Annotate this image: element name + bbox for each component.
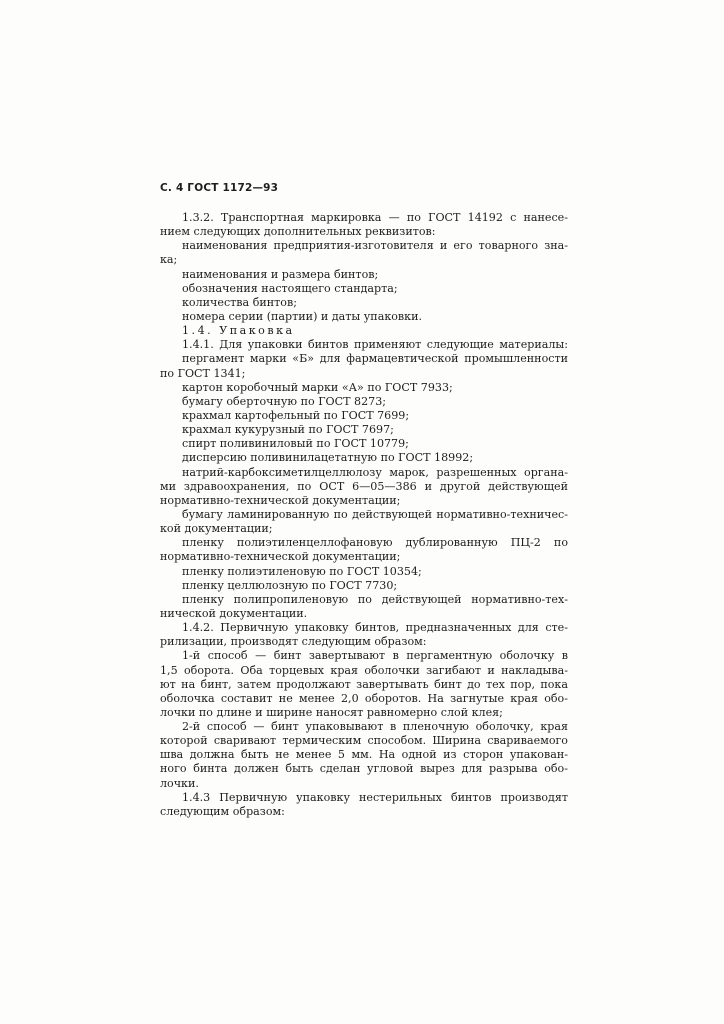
text-line: наименования предприятия-изготовителя и его товарного зна- <box>182 239 568 253</box>
text-line: 1.4.3 Первичную упаковку нестерильных бинтов производят <box>182 790 568 804</box>
text-line: лочки. <box>160 776 199 790</box>
text-line: следующим образом: <box>160 804 285 818</box>
text-line: ют на бинт, затем продолжают завертывать бинт до тех пор, пока <box>160 677 568 691</box>
text-line: 1.4.2. Первичную упаковку бинтов, предназначенных для сте- <box>182 621 568 635</box>
text-line: нормативно-технической документации; <box>160 493 401 507</box>
text-line: по ГОСТ 1341; <box>160 366 246 380</box>
text-line: 1.4.1. Для упаковки бинтов применяют следующие материалы: <box>182 338 568 352</box>
text-line: шва должна быть не менее 5 мм. На одной из сторон упакован- <box>160 748 568 762</box>
text-line: 1.4. Упаковка <box>182 324 295 338</box>
text-line: лочки по длине и ширине наносят равномерно слой клея; <box>160 705 503 719</box>
text-line: картон коробочный марки «А» по ГОСТ 7933; <box>182 380 453 394</box>
text-line: ми здравоохранения, по ОСТ 6—05—386 и другой действующей <box>160 479 568 493</box>
text-line: номера серии (партии) и даты упаковки. <box>182 309 423 323</box>
text-line: пленку полиэтиленцеллофановую дублированную ПЦ-2 по <box>182 536 568 550</box>
text-line: крахмал картофельный по ГОСТ 7699; <box>182 408 410 422</box>
text-line: 1.3.2. Транспортная маркировка — по ГОСТ 14192 с нанесе- <box>182 211 568 224</box>
text-line: обозначения настоящего стандарта; <box>182 281 398 295</box>
text-line: пленку полиэтиленовую по ГОСТ 10354; <box>182 564 422 578</box>
text-line: количества бинтов; <box>182 295 297 309</box>
text-line: бумагу оберточную по ГОСТ 8273; <box>182 394 387 408</box>
text-line: кой документации; <box>160 522 273 536</box>
text-line: 1,5 оборота. Оба торцевых края оболочки загибают и накладыва- <box>160 663 568 677</box>
text-line: 2-й способ — бинт упаковывают в пленочную оболочку, края <box>182 720 568 734</box>
text-line: пленку целлюлозную по ГОСТ 7730; <box>182 578 398 592</box>
text-line: оболочка составит не менее 2,0 оборотов. На загнутые края обо- <box>160 691 568 705</box>
page-header: С. 4 ГОСТ 1172—93 <box>160 182 279 194</box>
text-line: пленку полипропиленовую по действующей нормативно-тех- <box>182 592 568 606</box>
text-line: наименования и размера бинтов; <box>182 267 379 281</box>
text-line: нием следующих дополнительных реквизитов: <box>160 225 436 239</box>
text-line: дисперсию поливинилацетатную по ГОСТ 18992; <box>182 451 474 465</box>
text-line: пергамент марки «Б» для фармацевтической промышленности <box>182 352 568 366</box>
text-line: рилизации, производят следующим образом: <box>160 635 427 649</box>
text-line: ного бинта должен быть сделан угловой вырез для разрыва обо- <box>160 762 568 776</box>
document-body <box>160 211 568 819</box>
text-line: крахмал кукурузный по ГОСТ 7697; <box>182 423 394 437</box>
text-line: которой сваривают термическим способом. Ширина свариваемого <box>160 734 568 748</box>
text-line: бумагу ламинированную по действующей нормативно-техничес- <box>182 507 568 521</box>
text-line: натрий-карбоксиметилцеллюлозу марок, разрешенных органа- <box>182 465 568 479</box>
text-line: спирт поливиниловый по ГОСТ 10779; <box>182 437 409 451</box>
text-line: 1-й способ — бинт завертывают в пергаментную оболочку в <box>182 649 568 663</box>
text-line: нической документации. <box>160 606 308 620</box>
text-line: нормативно-технической документации; <box>160 550 401 564</box>
text-line: ка; <box>160 253 178 267</box>
